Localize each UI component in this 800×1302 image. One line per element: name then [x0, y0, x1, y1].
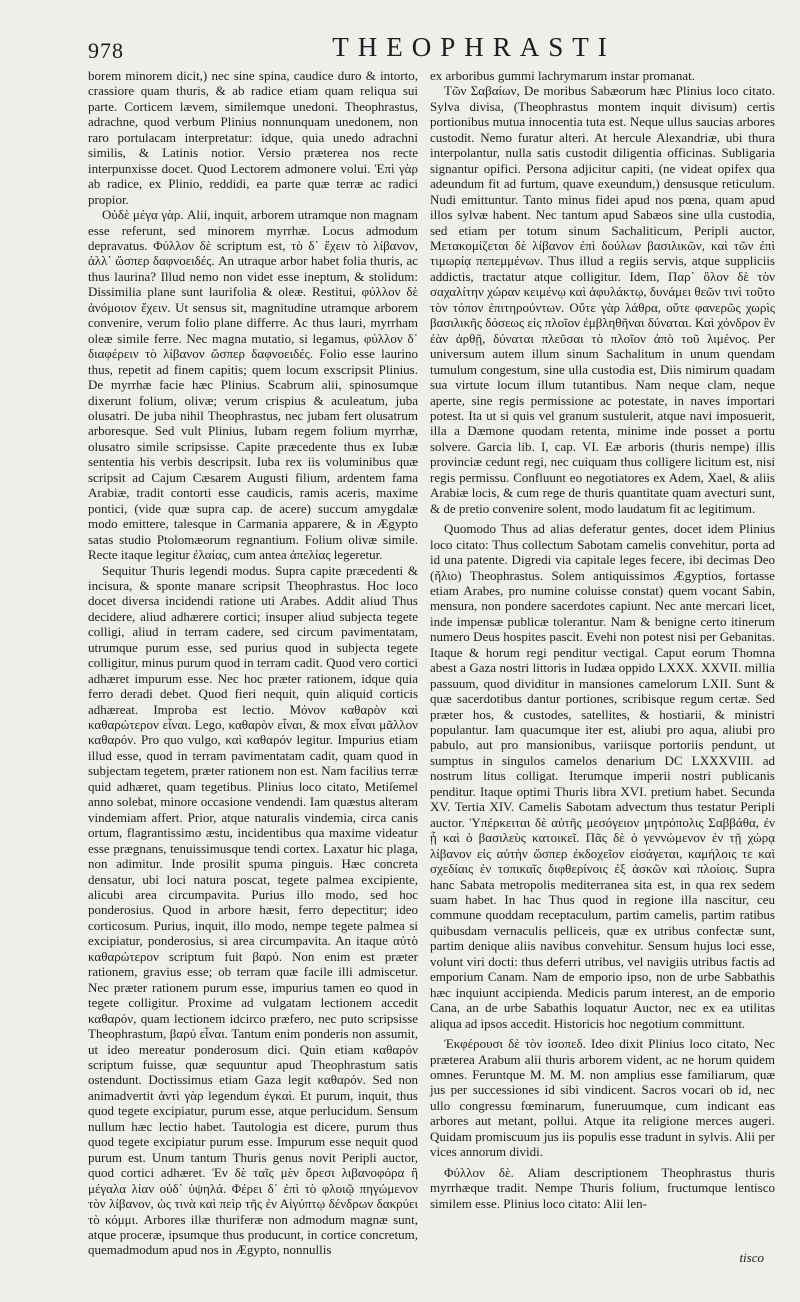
page-header	[88, 28, 740, 64]
paragraph: borem minorem dicit,) nec sine spina, caudice duro & intorto, crassiore quam thuris, & ab radice etiam quam reliqua sui parte. Corticem lævem, similemque unedoni. Theophrastus, adrachne, quod verbum Plinius nonnunquam unedonem, non raro portulacam interpretatur: idque, quia unedo adrachni similis, & Latinis notior. Versio præterea nos recte interpunxisse docet. Quod Lectorem admonere volui. Ἐπὶ γὰρ ab radice, ex Plinio, reddidi, ea parte quæ terræ ac radici propior.	[88, 68, 418, 207]
paragraph: Τῶν Σαβαίων, De moribus Sabæorum hæc Plinius loco citato. Sylva divisa, (Theophrastus montem inquit divisum) certis portionibus mutua innocentia tuta est. Neque ullus saucias arbores custodit. Nemo furatur alteri. At hercule Alexandriæ, ubi thura interpolantur, nulla satis custodit diligentia officinas. Subligaria signantur opifici. Persona adjicitur capiti, (ne videat opifex qua adeundum fit ad furtum, quave exeundum,) densusque reticulum. Nudi emittuntur. Tanto minus fidei apud nos pœna, quam apud illos sylvæ habent. Nec tantum apud Sabæos sine ulla custodia, sed etiam per totum sinum Sachaliticum, Peripli auctor, Μετακομίζεται δὲ λίβανον ἐπὶ δούλων βασιλικῶν, καὶ τῶν ἐπὶ τιμωρίᾳ πεπεμμένων. Thus illud a regiis servis, atque suppliciis addictis, tractatur atque colligitur. Idem, Παρ᾽ ὅλον δὲ τὸν σαχαλίτην χώραν κειμένῳ καὶ ἀφυλάκτῳ, δυνάμει θεῶν τινὶ τοῦτο τὸν τόπον ἐπιτηρούντων. Οὔτε γὰρ λάθρα, οὔτε φανερῶς χωρὶς βασιλικῆς δόσεως εἰς πλοῖον ἐμβληθῆναι δύναται. Καὶ χόνδρον ἓν ἐὰν ἀρθῇ, δύναται πλεῦσαι τὸ πλοῖον ἀπὸ τοῦ λιμένος. Per universum autem illum sinum Sachalitum in unum quendam tumulum congestum, sine ulla custodia est, Diis nimirum quadam sua virtute locum illum tutantibus. Nam neque clam, neque aperte, sine regis permissione ac potestate, in naves importari potest. Ita ut si quis vel granum sustulerit, atque navi imposuerit, illa a Dæmone quodam retenta, minime inde posset a portu solvere. Garcia lib. I, cap. VI. Eæ arboris (thuris nempe) illis provinciæ cedunt regi, nec cuiquam thus colligere licitum est, nisi regis permissu. Confluunt eo negotiatores ex Adem, Xael, & aliis Arabiæ locis, & cum rege de thuris quantitate quam avecturi sunt, & de pretio convenire solent, modo laudatum fit ac legitimum.	[430, 83, 775, 516]
paragraph: Οὐδὲ μέγα γὰρ. Alii, inquit, arborem utramque non magnam esse referunt, sed minorem myrrhæ. Locus admodum depravatus. Φύλλον δὲ scriptum est, τὸ δ᾽ ἔχειν τὸ λίβανον, ἀλλ᾽ ὥσπερ δαφνοειδές. An utraque arbor habet folia thuris, ac thus laurina? Illud nemo non videt esse ineptum, & stolidum: Dissimilia plane sunt laurifolia & oleæ. Restitui, φύλλον δὲ ἀνόμοιον ἔχειν. Ut sensus sit, magnitudine utramque arborem convenire, verum folio plane differre. Ac thus lauri, myrrham oleæ simile ferre. Nec magna mutatio, si legamus, φύλλον δ᾽ διαφέρειν τὸ λίβανον ὥσπερ δαφνοειδές. Folio esse laurino thus, repetit ad finem capitis; quem locum exscripsit Plinius. De myrrhæ facie hæc Plinius. Scabrum alii, spinosumque dixerunt folium, olivæ; verum crispius & aculeatum, juba olusatri. De juba nihil Theophrastus, nec jubam fert olusatrum arboresque. Sed vult Plinius, Iubam regem folium myrrhæ, olusatro simile scripsisse. Capite præcedente thus ex Iubæ sententia his verbis descripsit. Iuba rex iis voluminibus quæ scripsit ad Cajum Cæsarem Augusti filium, ardentem fama Arabiæ, tradit contorti esse caudicis, ramis aceris, maxime pontici, (vide quæ supra cap. de acere) succum amygdalæ modo emittere, talesque in Carmania apparere, & in Ægypto satas studio Ptolomæorum regnantium. Folium olivæ simile. Recte itaque legitur ἐλαίας, cum antea ἀπελίας legeretur.	[88, 207, 418, 563]
catchword: tisco	[739, 1250, 764, 1265]
running-head: THEOPHRASTI	[332, 32, 616, 62]
right-column	[430, 68, 775, 1211]
paragraph: Quomodo Thus ad alias deferatur gentes, docet idem Plinius loco citato: Thus collectum Sabotam camelis convehitur, porta ad id una patente. Digredi via capitale leges fecere, ibi decimas Deo (ἤλιο) Theophrastus. Solem antiquissimos Ægyptios, fortasse etiam Arabes, pro numine coluisse constat) quem vocant Sabin, mensura, non pondere sacerdotes capiunt. Nec ante mercari licet, inde impensæ publicæ tolerantur. Nam & benigne certo itinerum numero Deus hospites pascit. Evehi non potest nisi per Gebanitas. Itaque & horum regi penditur vectigal. Caput eorum Thomna abest a Gaza nostri littoris in Iudæa oppido LXXX. XXVII. millia passuum, quod dividitur in mansiones camelorum LXII. Sunt & quæ sacerdotibus dantur portiones, scribisque regum certæ. Sed præter hos, & custodes, satellites, & hostiarii, & ministri populantur. Iam quacumque iter est, aliubi pro aqua, aliubi pro pabulo, aut pro mansionibus, variisque portoriis pendunt, ut sumptus in singulos camelos denarium DC LXXXVIII. ad nostrum litus colligat. Iterumque imperii nostri publicanis penditur. Itaque optimi Thuris libra XVI. pretium habet. Secunda XV. Tertia XIV. Camelis Sabotam advectum thus testatur Peripli auctor. Ὑπέρκειται δὲ αὐτῆς μεσόγειον μητρόπολις Σαββάθα, ἐν ᾗ καὶ ὁ βασιλεὺς κατοικεῖ. Πᾶς δὲ ὁ γεννώμενον ἐν τῇ χώρᾳ λίβανον εἰς αὐτὴν ὥσπερ ἐκδοχεῖον εἰσάγεται, καμήλοις τε καὶ σχεδίαις ἐν τοπικαῖς διφθερίνοις ἐξ ἀσκῶν καὶ πλοίοις. Supra hanc Sabata metropolis mediterranea sita est, in qua rex sedem suam habet. In hac Thus quod in regione illa nascitur, ceu commune quoddam receptaculum, partim camelis, partim ratibus quibusdam vernaculis pelliceis, quæ ex utribus confectæ sunt, partim denique aliis navibus convehitur. Sensum hujus loci esse, volunt viri docti: thus deferri utribus, vel navigiis utribus factis ad emporium Canam. Nam de emporio ipso, non de urbe Sabbathis hæc inquiunt accipienda. Medicis parum interest, an de emporio Cana, an de urbe Sabathis loquatur Auctor, nec ex ea utilitas aliqua ad ipsos accedit. Historicis hoc negotium committunt.	[430, 521, 775, 1031]
page-number: 978	[88, 38, 124, 63]
paragraph: Sequitur Thuris legendi modus. Supra capite præcedenti & incisura, & sponte manare scripsit Theophrastus. Hoc loco docet diversa incidendi ratione uti Arabes. Addit aliud Thus decidere, aliud adhærere cortici; insuper aliud subjecta tegete colligi, aliud in terram cadere, sed circum pavimentatam, utrumque purum esse, sed purius quod in subjecta tegete colligitur, minus purum quod in terram cadit. Quod vero cortici adhæret impurum esse. Nec hoc præter rationem, idque quia ferro deradi debet. Quod fieri nequit, quin aliquid corticis adhæreat. Improba est lectio. Μόνον καθαρὸν καὶ καθαρώτερον εἶναι. Lego, καθαρὸν εἶναι, & mox εἶναι μᾶλλον καθαρόν. Pro quo vulgo, καὶ καθαρόν legitur. Impurius etiam illud esse, quod in terram pavimentatam cadit, quam quod in subjectam tegetem, præter rationem non est. Nam facilius terræ quid adhæret, quam tegetibus. Plinius loco citato, Metiſemel anno solebat, minore occasione vendendi. Iam quæstus alteram vindemiam affert. Prior, atque naturalis vindemia, circa canis ortum, flagrantissimo æstu, incidentibus qua maxime videatur esse prægnans, tenuissimusque tendi cortex. Laxatur hic plaga, non adimitur. Inde prosilit spuma pinguis. Hæc concreta densatur, ubi loci natura poscat, tegete palmea excipiente, alicubi area circumpavita. Purius illo modo, sed hoc ponderosius. Quod in arbore hæsit, ferro depectitur; ideo corticosum. Purius, inquit, illo modo, nempe tegete palmea si excipiatur, ponderosius, si area circumpavita. An itaque αὐτὸ καθαρώτερον scriptum fuit βαρύ. Non enim est præter rationem, gravius esse; ob terram quæ facile illi admiscetur. Nec præter rationem purum esse, impurius tamen eo quod in tegete colligitur. Proxime ad vulgatam lectionem accedit καθαρόν, quam lectionem idcirco præfero, nec puto scripsisse Theophrastum, βαρύ εἶναι. Tantum enim ponderis non assumit, ut ideo mereatur ponderosum dici. Quin etiam καθαρόν scriptum fuisse, quæ sequuntur apud Theophrastum satis ostendunt. Doctissimus etiam Gaza legit καθαρόν. Sed non animadvertit ἀντὶ γὰρ legendum ἐγκαὶ. Et purum, inquit, thus quod tegete excipiatur, purum esse, atque perlucidum. Sensum nullum hæc lectio habet. Tautologia est dicere, purum thus quod tegete excipiatur purum esse. Impurum esse nequit quod purum est. Unum tantum Thuris genus novit Peripli auctor, quod cortici adhæret. Ἐν δὲ ταῖς μὲν ὄρεσι λιβανοφόρα ἢ μέγαλα λίαν οὐδ᾽ ὑψηλά. Φέρει δ᾽ ἐπὶ τὸ φλοιῷ πηγώμενον τὸν λίβανον, ὡς τινὰ καὶ πεὶρ τῆς ἐν Αἰγύπτῳ δένδρων δακρύει τὸ κόμμι. Arbores illæ thuriferæ non admodum magnæ sunt, atque proceræ, ipsumque thus producunt, in cortice concretum, quemadmodum apud nos in Ægypto, nonnullis	[88, 562, 418, 1258]
left-column	[88, 68, 418, 1258]
paragraph: Φύλλον δὲ. Aliam descriptionem Theophrastus thuris myrrhæque tradit. Nempe Thuris folium, fructumque lentisco similem esse. Plinius loco citato: Alii len-	[430, 1164, 775, 1211]
paragraph: Ἐκφέρουσι δὲ τὸν ἰσοπεδ. Ideo dixit Plinius loco citato, Nec præterea Arabum alii thuris arborem vident, ac ne horum quidem omnes. Feruntque M. M. M. non amplius esse familiarum, quæ jus per successiones id sibi vindicent. Sacros vocari ob id, nec ullo congressu fœminarum, funeruumque, cum indicant eas arbores aut metant, pollui. Atque ita religione merces augeri. Quidam promiscuum jus iis populis esse tradunt in sylvis. Alii per vices annorum dividi.	[430, 1036, 775, 1160]
paragraph: ex arboribus gummi lachrymarum instar promanat.	[430, 68, 695, 83]
